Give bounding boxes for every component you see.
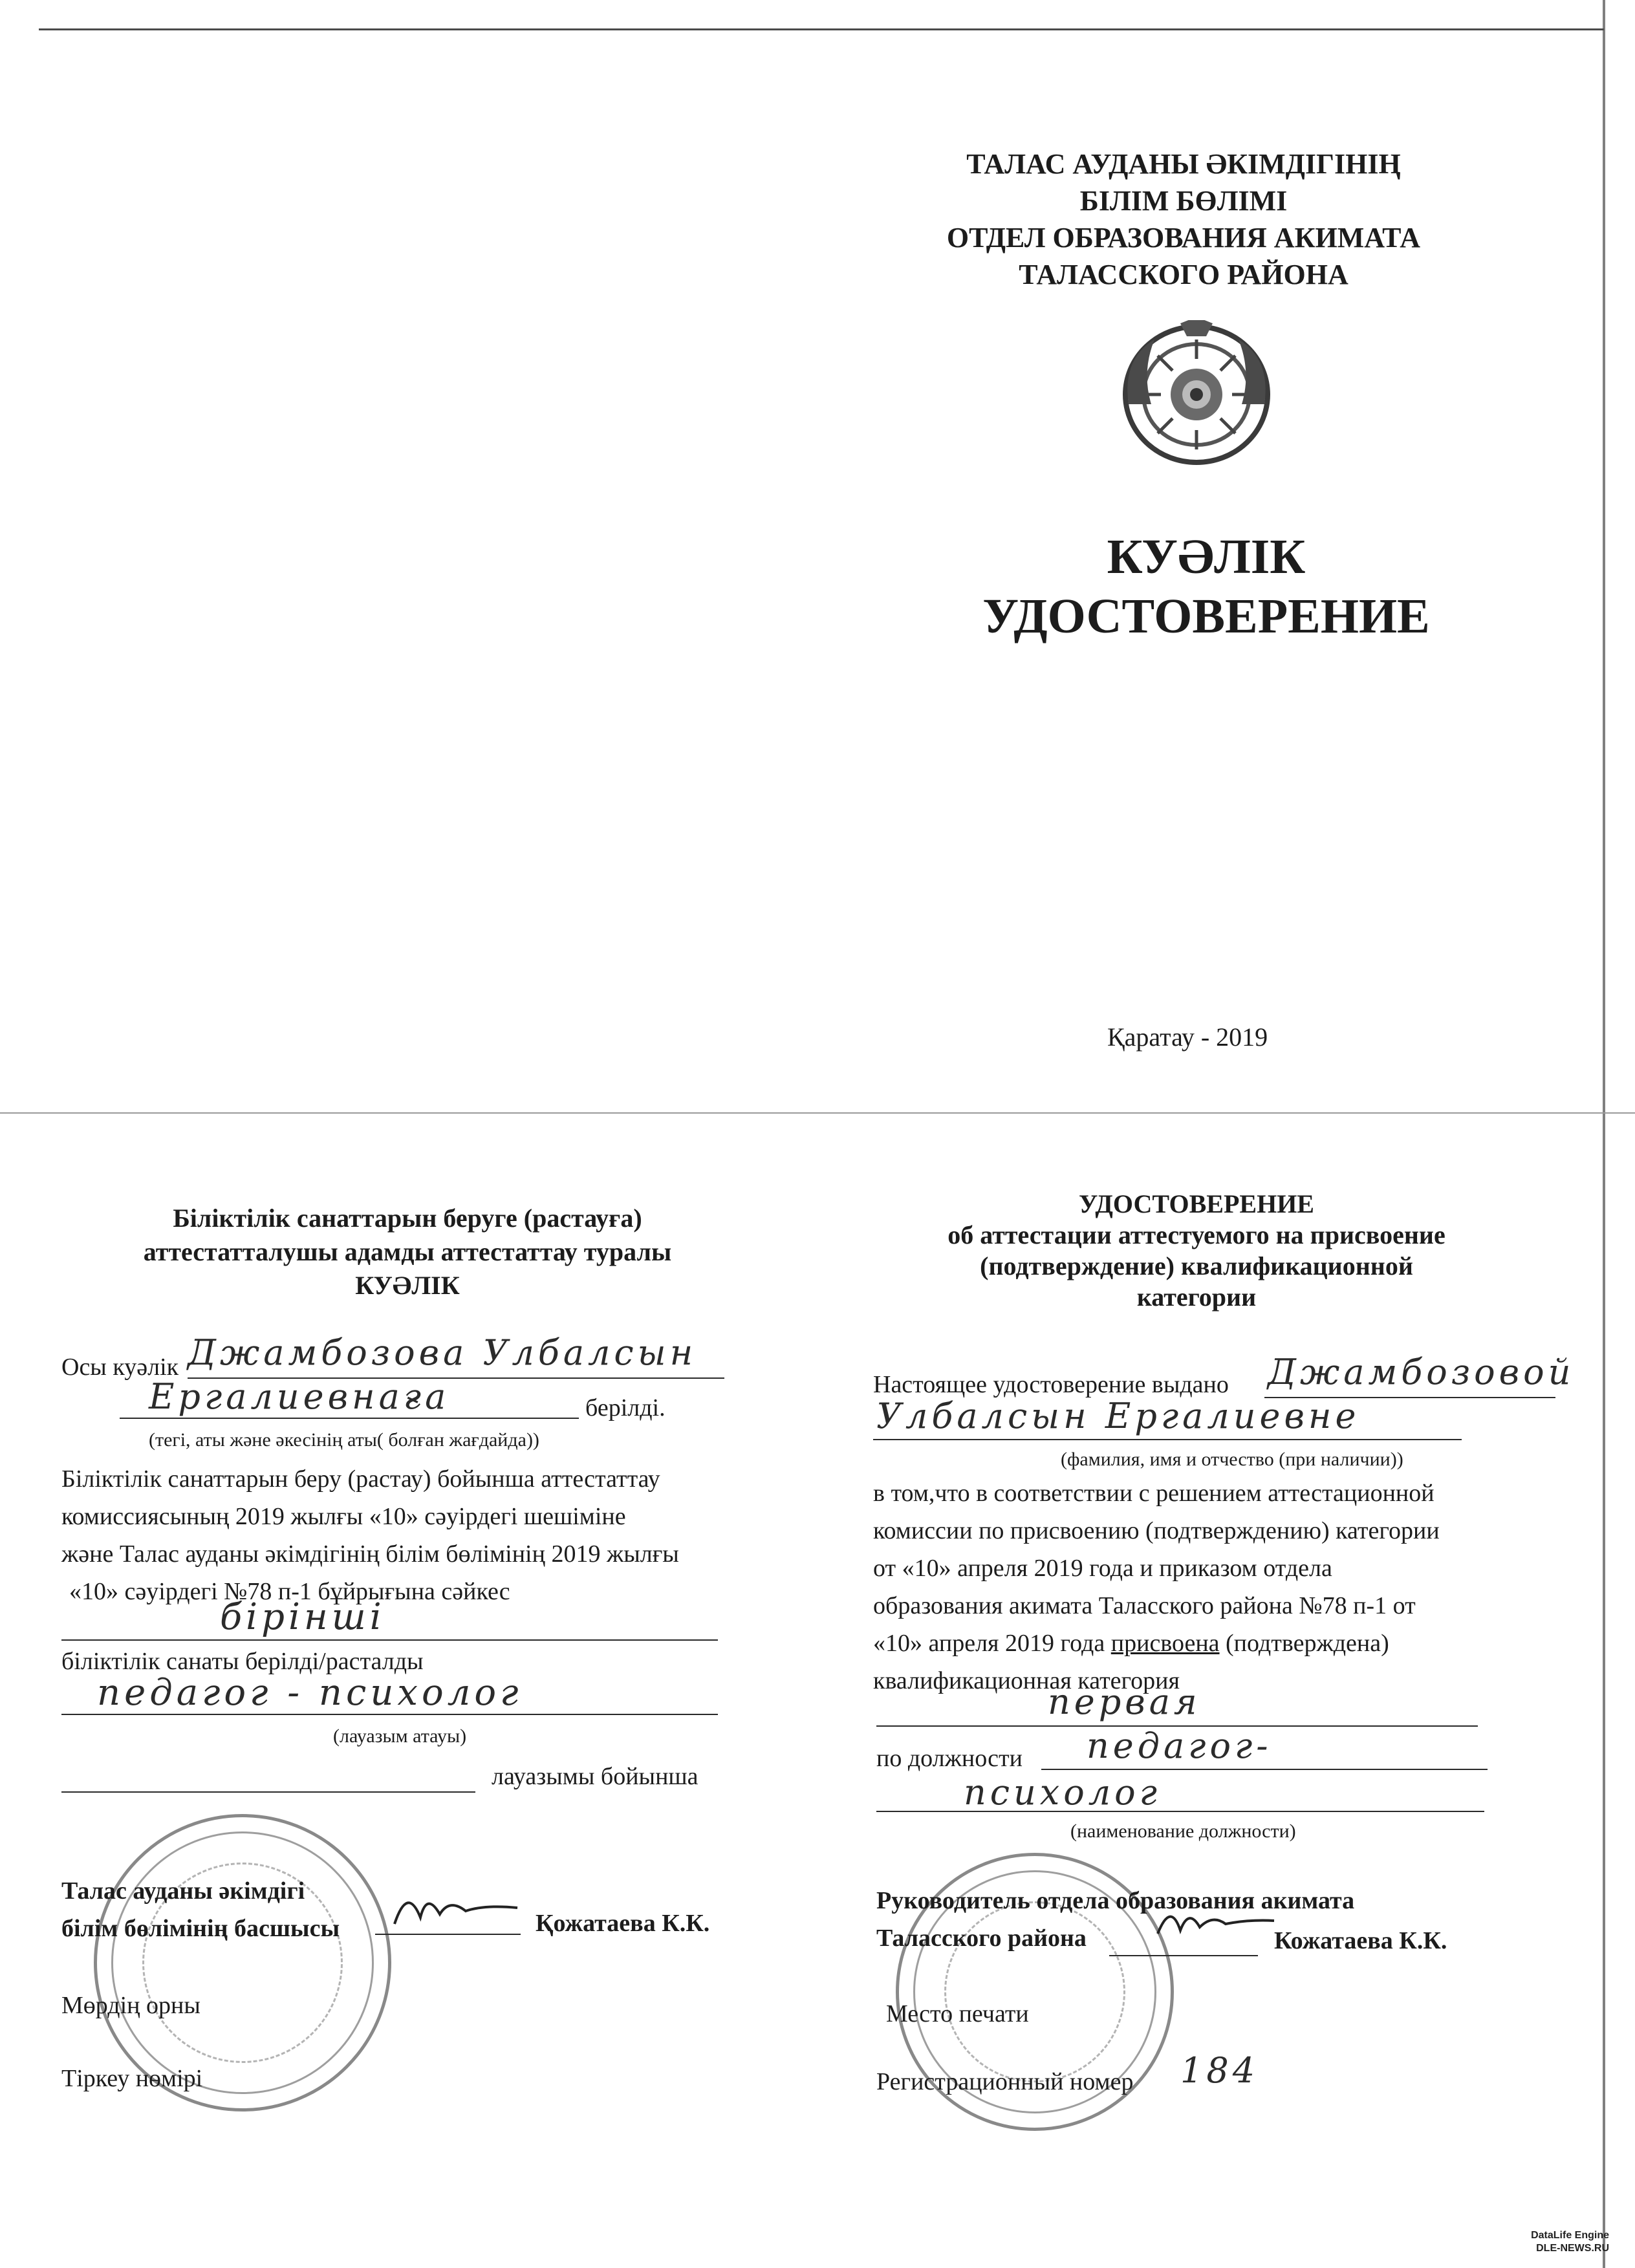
- right-registration-number-handwritten: 184: [1180, 2050, 1259, 2091]
- left-decision-paragraph: [61, 1460, 741, 1610]
- org-line-2: БІЛІМ БӨЛІМІ: [1079, 185, 1288, 217]
- scan-right-edge: [1603, 0, 1605, 2268]
- right-para-5-confirmed: (подтверждена): [1226, 1630, 1389, 1657]
- left-para-3: және Талас ауданы әкімдігінің білім бөлімінің 2019 жылғы: [61, 1540, 679, 1568]
- cover-title: [905, 527, 1507, 646]
- right-position-line-2: [876, 1811, 1484, 1812]
- left-sign-line-2: білім бөлімінің басшысы: [61, 1915, 340, 1942]
- left-sign-line-1: Талас ауданы әкімдігі: [61, 1877, 305, 1905]
- org-line-4: ТАЛАССКОГО РАЙОНА: [1019, 259, 1348, 290]
- right-name-handwritten-1: Джамбозовой: [1268, 1352, 1575, 1392]
- right-position-handwritten-2: психолог: [964, 1772, 1161, 1813]
- right-position-handwritten-1: педагог-: [1087, 1725, 1272, 1766]
- right-para-5-date: «10» апреля 2019 года: [873, 1630, 1105, 1657]
- right-name-caption: (фамилия, имя и отчество (при наличии)): [1061, 1449, 1403, 1470]
- right-para-1: в том,что в соответствии с решением аттестационной: [873, 1480, 1435, 1507]
- right-sign-line-2: Таласского района: [876, 1925, 1087, 1952]
- left-heading-line-2: аттестатталушы адамды аттестаттау туралы: [143, 1237, 672, 1266]
- left-registration-label: Тіркеу нөмірі: [61, 2065, 203, 2092]
- left-name-caption: (тегі, аты және әкесінің аты( болған жағдайда)): [149, 1429, 539, 1451]
- right-heading-line-3: (подтверждение) квалификационной: [980, 1251, 1413, 1280]
- right-name-handwritten-2: Улбалсын Ергалиевне: [876, 1396, 1360, 1436]
- org-line-1: ТАЛАС АУДАНЫ ӘКІМДІГІНІҢ: [966, 148, 1401, 180]
- left-name-handwritten-2: Ергалиевнаға: [149, 1376, 450, 1417]
- left-position-caption: (лауазым атауы): [333, 1725, 467, 1747]
- right-sign-line-1: Руководитель отдела образования акимата: [876, 1887, 1355, 1914]
- title-ru: УДОСТОВЕРЕНИЕ: [982, 589, 1430, 643]
- right-para-6: квалификационная категория: [873, 1667, 1180, 1694]
- right-heading-line-4: категории: [1136, 1282, 1257, 1312]
- left-signer-name: Қожатаева К.К.: [536, 1910, 710, 1937]
- right-position-line-1: [1041, 1769, 1488, 1770]
- right-position-caption: (наименование должности): [1070, 1820, 1296, 1842]
- right-signature-icon: [1151, 1895, 1281, 1947]
- left-category-handwritten: бірінші: [220, 1596, 385, 1638]
- right-para-5: [873, 1625, 1559, 1662]
- right-para-3: от «10» апреля 2019 года и приказом отдела: [873, 1555, 1332, 1582]
- left-para-4: «10» сәуірдегі №78 п-1 бұйрығына сәйкес: [69, 1578, 510, 1605]
- org-header: [893, 146, 1475, 293]
- right-heading-line-1: УДОСТОВЕРЕНИЕ: [1079, 1189, 1314, 1218]
- title-kz: КУӘЛІК: [1107, 530, 1306, 584]
- watermark: [1531, 2229, 1609, 2255]
- fold-line: [0, 1112, 1635, 1114]
- left-position-line-2: [61, 1791, 475, 1793]
- right-issued-prefix: Настоящее удостоверение выдано: [873, 1371, 1229, 1398]
- left-para-1: Біліктілік санаттарын беру (растау) бойынша аттестаттау: [61, 1465, 660, 1493]
- left-issued-suffix: берілді.: [585, 1394, 666, 1421]
- org-line-3: ОТДЕЛ ОБРАЗОВАНИЯ АКИМАТА: [946, 222, 1421, 254]
- right-para-5-assigned: присвоена: [1110, 1630, 1220, 1657]
- right-para-2: комиссии по присвоению (подтверждению) категории: [873, 1517, 1440, 1544]
- watermark-line-1: DataLife Engine: [1531, 2230, 1609, 2241]
- left-position-handwritten: педагог - психолог: [97, 1672, 523, 1714]
- left-signature-icon: [388, 1879, 530, 1937]
- left-para-2: комиссиясының 2019 жылғы «10» сәуірдегі шешіміне: [61, 1503, 626, 1530]
- left-seal-place: Мөрдің орны: [61, 1992, 200, 2019]
- watermark-line-2: DLE-NEWS.RU: [1536, 2243, 1609, 2254]
- left-heading-line-3: КУӘЛІК: [355, 1271, 460, 1300]
- left-heading: [52, 1202, 763, 1302]
- scan-top-edge: [39, 28, 1604, 30]
- right-heading: [854, 1189, 1539, 1313]
- right-seal-place: Место печати: [886, 2000, 1029, 2027]
- left-category-line: [61, 1639, 718, 1641]
- left-name-handwritten-1: Джамбозова Улбалсын: [188, 1332, 697, 1373]
- state-emblem-icon: [1116, 320, 1277, 469]
- right-registration-label: Регистрационный номер: [876, 2068, 1134, 2095]
- right-name-line-2: [873, 1439, 1462, 1440]
- left-heading-line-1: Біліктілік санаттарын беруге (растауға): [173, 1204, 642, 1233]
- left-signature-line: [375, 1934, 521, 1935]
- left-position-line: [61, 1714, 718, 1715]
- right-para-4: образования акимата Таласского района №78 п-1 от: [873, 1592, 1416, 1619]
- left-signature-title: [61, 1872, 340, 1947]
- right-position-label: по должности: [876, 1745, 1023, 1772]
- left-position-suffix: лауазымы бойынша: [492, 1763, 698, 1790]
- left-issued-prefix: Осы куәлік: [61, 1354, 179, 1381]
- right-decision-paragraph: [873, 1474, 1559, 1700]
- left-name-line-2: [120, 1418, 579, 1419]
- right-signer-name: Кожатаева К.К.: [1274, 1927, 1447, 1954]
- place-year: Қаратау - 2019: [1107, 1022, 1268, 1052]
- right-category-handwritten: первая: [1048, 1681, 1201, 1722]
- right-signature-line: [1109, 1955, 1258, 1956]
- right-heading-line-2: об аттестации аттестуемого на присвоение: [947, 1220, 1446, 1249]
- left-category-label: біліктілік санаты берілді/расталды: [61, 1648, 424, 1675]
